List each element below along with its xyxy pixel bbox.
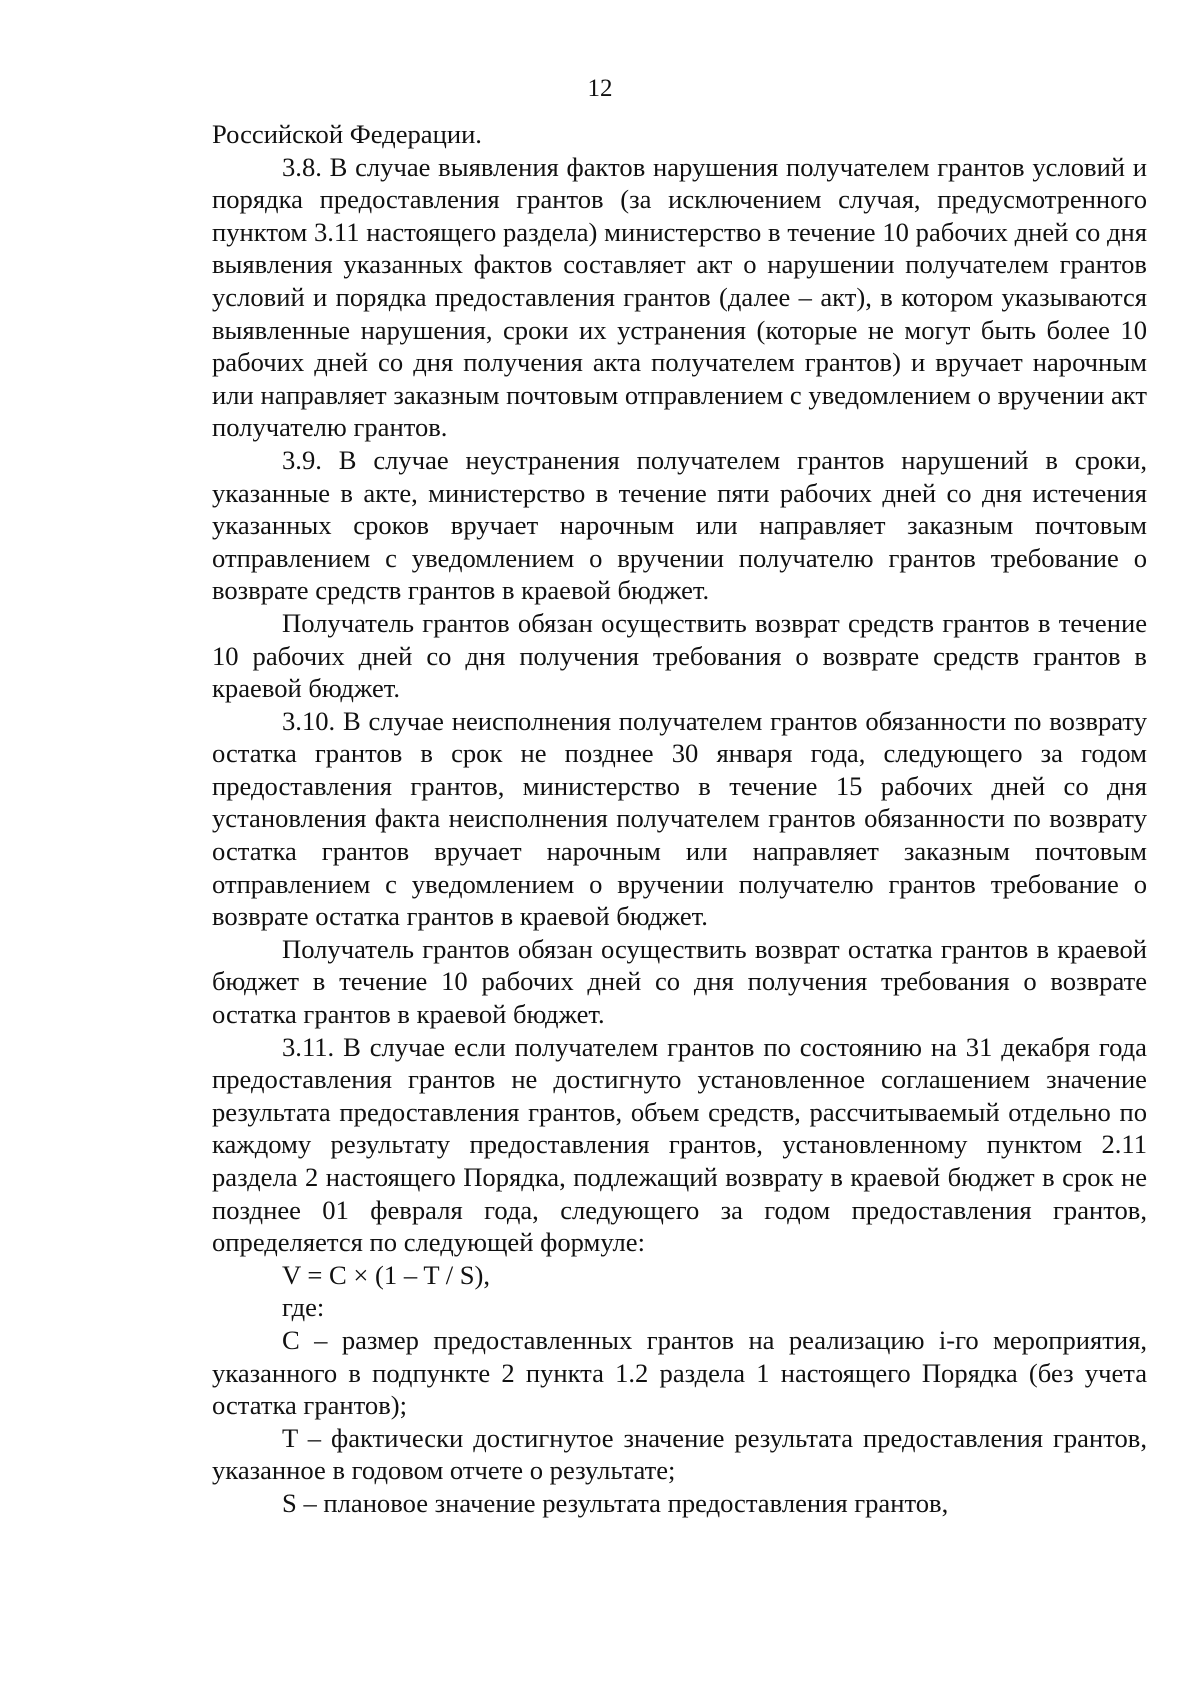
definition-c: C – размер предоставленных грантов на реализацию i-го мероприятия, указанного в подпункте 2 пункта 1.2 раздела 1 настоящего Порядка (без учета остатка грантов); xyxy=(212,1324,1147,1421)
paragraph-3-9: 3.9. В случае неустранения получателем грантов нарушений в сроки, указанные в акте, министерство в течение пяти рабочих дней со дня истечения указанных сроков вручает нарочным или направляет заказным почтовым отправлением с уведомлением о вручении получателю грантов требование о возврате средств грантов в краевой бюджет. xyxy=(212,444,1147,606)
where-label: где: xyxy=(282,1292,325,1323)
formula: V = C × (1 – T / S), xyxy=(282,1259,491,1290)
definition-t: T – фактически достигнутое значение результата предоставления грантов, указанное в годовом отчете о результате; xyxy=(212,1422,1147,1486)
definition-s: S – плановое значение результата предоставления грантов, xyxy=(282,1487,949,1518)
paragraph-3-9-obligation: Получатель грантов обязан осуществить возврат средств грантов в течение 10 рабочих дней со дня получения требования о возврате средств грантов в краевой бюджет. xyxy=(212,607,1147,704)
paragraph-3-8: 3.8. В случае выявления фактов нарушения получателем грантов условий и порядка предоставления грантов (за исключением случая, предусмотренного пунктом 3.11 настоящего раздела) министерство в течение 10 рабочих дней со дня выявления указанных фактов составляет акт о нарушении получателем грантов условий и порядка предоставления грантов (далее – акт), в котором указываются выявленные нарушения, сроки их устранения (которые не могут быть более 10 рабочих дней со дня получения акта получателем грантов) и вручает нарочным или направляет заказным почтовым отправлением с уведомлением о вручении акт получателю грантов. xyxy=(212,151,1147,443)
paragraph-3-11: 3.11. В случае если получателем грантов по состоянию на 31 декабря года предоставления грантов не достигнуто установленное соглашением значение результата предоставления грантов, объем средств, рассчитываемый отдельно по каждому результату предоставления грантов, установленному пунктом 2.11 раздела 2 настоящего Порядка, подлежащий возврату в краевой бюджет в срок не позднее 01 февраля года, следующего за годом предоставления грантов, определяется по следующей формуле: xyxy=(212,1031,1147,1258)
paragraph-continuation: Российской Федерации. xyxy=(212,119,482,149)
document-body xyxy=(212,118,1147,1520)
paragraph-3-10-obligation: Получатель грантов обязан осуществить возврат остатка грантов в краевой бюджет в течение 10 рабочих дней со дня получения требования о возврате остатка грантов в краевой бюджет. xyxy=(212,933,1147,1030)
page-number: 12 xyxy=(587,75,613,102)
paragraph-3-10: 3.10. В случае неисполнения получателем грантов обязанности по возврату остатка грантов в срок не позднее 30 января года, следующего за годом предоставления грантов, министерство в течение 15 рабочих дней со дня установления факта неисполнения получателем грантов обязанности по возврату остатка грантов вручает нарочным или направляет заказным почтовым отправлением с уведомлением о вручении получателю грантов требование о возврате остатка грантов в краевой бюджет. xyxy=(212,705,1147,932)
